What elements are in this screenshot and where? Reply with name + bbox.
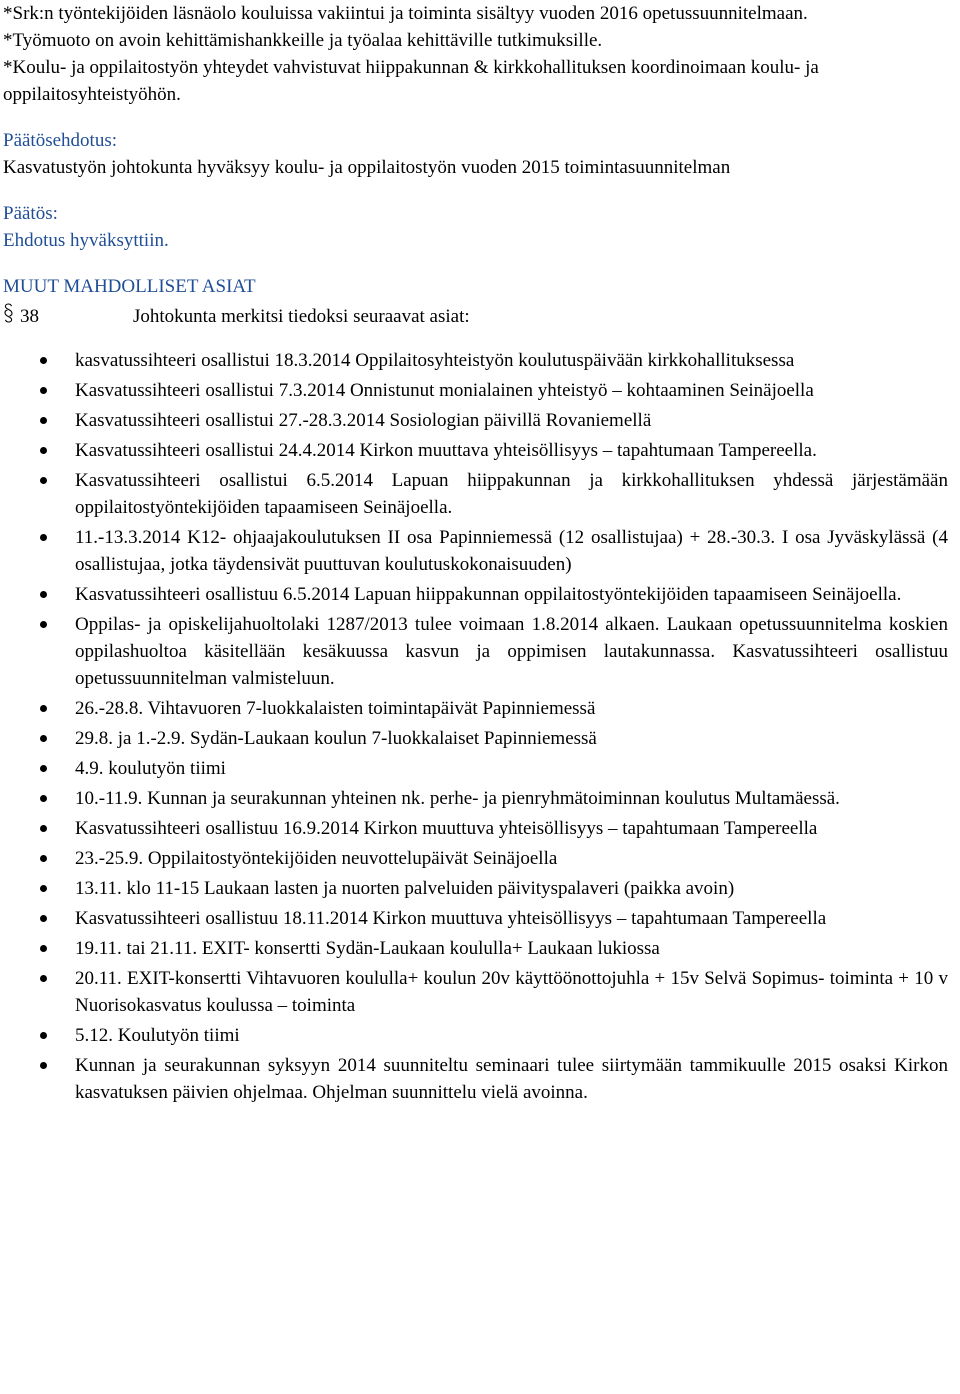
list-item-text: 19.11. tai 21.11. EXIT- konsertti Sydän-Laukaan koululla+ Laukaan lukiossa <box>75 938 660 959</box>
bullet-icon <box>40 855 47 862</box>
bullet-icon <box>40 357 47 364</box>
bullet-icon <box>40 387 47 394</box>
bullet-icon <box>40 915 47 922</box>
bullet-icon <box>40 735 47 742</box>
list-item <box>3 905 948 932</box>
bullet-icon <box>40 1062 47 1069</box>
list-item-text: 10.-11.9. Kunnan ja seurakunnan yhteinen nk. perhe- ja pienryhmätoiminnan koulutus Multamäessä. <box>75 788 840 809</box>
list-item <box>3 1022 948 1049</box>
list-item <box>3 437 948 464</box>
bullet-icon <box>40 795 47 802</box>
bullet-icon <box>40 705 47 712</box>
list-item <box>3 845 948 872</box>
bullet-icon <box>40 621 47 628</box>
list-item <box>3 524 948 578</box>
decision-text: Ehdotus hyväksyttiin. <box>3 230 169 251</box>
list-item-text: kasvatussihteeri osallistui 18.3.2014 Oppilaitosyhteistyön koulutuspäivään kirkkohallituksessa <box>75 350 795 371</box>
list-item <box>3 695 948 722</box>
list-item-text: Kasvatussihteeri osallistui 27.-28.3.2014 Sosiologian päivillä Rovaniemellä <box>75 410 652 431</box>
bullet-icon <box>40 417 47 424</box>
list-item <box>3 875 948 902</box>
spacer <box>3 181 948 200</box>
list-item-text: 23.-25.9. Oppilaitostyöntekijöiden neuvottelupäivät Seinäjoella <box>75 848 558 869</box>
section-title: MUUT MAHDOLLISET ASIAT <box>3 276 256 297</box>
proposal-text: Kasvatustyön johtokunta hyväksyy koulu- ja oppilaitostyön vuoden 2015 toimintasuunnitelman <box>3 157 731 178</box>
intro-line: *Srk:n työntekijöiden läsnäolo kouluissa vakiintui ja toiminta sisältyy vuoden 2016 opetussuunnitelmaan. <box>3 3 808 24</box>
bullet-icon <box>40 975 47 982</box>
list-item-text: 26.-28.8. Vihtavuoren 7-luokkalaisten toimintapäivät Papinniemessä <box>75 698 596 719</box>
list-item <box>3 965 948 1019</box>
bullet-list <box>3 347 948 1106</box>
list-item <box>3 347 948 374</box>
list-item-text: 29.8. ja 1.-2.9. Sydän-Laukaan koulun 7-luokkalaiset Papinniemessä <box>75 728 597 749</box>
decision-block <box>3 200 948 254</box>
list-item-text: Kunnan ja seurakunnan syksyyn 2014 suunniteltu seminaari tulee siirtymään tammikuulle 2015 osaksi Kirkon kasvatuksen päivien ohjelmaa. Ohjelman suunnittelu vielä avoinna. <box>75 1055 948 1103</box>
agenda-item-text: Johtokunta merkitsi tiedoksi seuraavat asiat: <box>133 306 470 327</box>
list-item <box>3 935 948 962</box>
bullet-icon <box>40 534 47 541</box>
section-sign-icon <box>3 300 16 322</box>
list-item <box>3 755 948 782</box>
list-item-text: 20.11. EXIT-konsertti Vihtavuoren koululla+ koulun 20v käyttöönottojuhla + 15v Selvä Sopimus- toiminta + 10 v Nuorisokasvatus koulussa – toiminta <box>75 968 948 1016</box>
list-item-text: 11.-13.3.2014 K12- ohjaajakoulutuksen II osa Papinniemessä (12 osallistujaa) + 28.-30.3. I osa Jyväskylässä (4 osallistujaa, jotka täydensivät puuttuvan koulutuskokonaisuuden) <box>75 527 948 575</box>
list-item-text: Kasvatussihteeri osallistui 7.3.2014 Onnistunut monialainen yhteistyö – kohtaaminen Seinäjoella <box>75 380 814 401</box>
list-item-text: Kasvatussihteeri osallistuu 6.5.2014 Lapuan hiippakunnan oppilaitostyöntekijöiden tapaamiseen Seinäjoella. <box>75 584 902 605</box>
list-item <box>3 407 948 434</box>
other-matters-block <box>3 273 948 330</box>
list-item <box>3 725 948 752</box>
list-item <box>3 467 948 521</box>
bullet-icon <box>40 945 47 952</box>
list-item <box>3 1052 948 1106</box>
document-page <box>3 0 948 1109</box>
list-item-text: 5.12. Koulutyön tiimi <box>75 1025 240 1046</box>
list-item-text: 13.11. klo 11-15 Laukaan lasten ja nuorten palveluiden päivityspalaveri (paikka avoin) <box>75 878 735 899</box>
spacer <box>3 254 948 273</box>
spacer <box>3 108 948 127</box>
list-item <box>3 785 948 812</box>
list-item-text: Kasvatussihteeri osallistui 6.5.2014 Lapuan hiippakunnan ja kirkkohallituksen yhdessä järjestämään oppilaitostyöntekijöiden tapaamiseen Seinäjoella. <box>75 470 948 518</box>
bullet-icon <box>40 447 47 454</box>
intro-line: *Työmuoto on avoin kehittämishankkeille ja työalaa kehittäville tutkimuksille. <box>3 30 603 51</box>
bullet-icon <box>40 885 47 892</box>
list-item <box>3 611 948 692</box>
decision-label: Päätös: <box>3 203 58 224</box>
list-item-text: Oppilas- ja opiskelijahuoltolaki 1287/2013 tulee voimaan 1.8.2014 alkaen. Laukaan opetussuunnitelma koskien oppilashuoltoa käsitellään kesäkuussa kasvun ja oppimisen lautakunnassa. Kasvatussihteeri osallistuu opetussuunnitelman valmisteluun. <box>75 614 948 689</box>
intro-line: *Koulu- ja oppilaitostyön yhteydet vahvistuvat hiippakunnan & kirkkohallituksen koordinoimaan koulu- ja oppilaitosyhteistyöhön. <box>3 57 819 105</box>
agenda-item-row <box>3 300 948 330</box>
list-item <box>3 377 948 404</box>
bullet-icon <box>40 477 47 484</box>
proposal-block <box>3 127 948 181</box>
agenda-item-number: 38 <box>20 306 39 327</box>
list-item <box>3 815 948 842</box>
list-item-text: Kasvatussihteeri osallistui 24.4.2014 Kirkon muuttava yhteisöllisyys – tapahtumaan Tampereella. <box>75 440 817 461</box>
proposal-label: Päätösehdotus: <box>3 130 117 151</box>
list-item <box>3 581 948 608</box>
list-item-text: Kasvatussihteeri osallistuu 18.11.2014 Kirkon muuttuva yhteisöllisyys – tapahtumaan Tampereella <box>75 908 827 929</box>
bullet-icon <box>40 591 47 598</box>
bullet-icon <box>40 825 47 832</box>
bullet-icon <box>40 765 47 772</box>
list-item-text: Kasvatussihteeri osallistuu 16.9.2014 Kirkon muuttuva yhteisöllisyys – tapahtumaan Tampereella <box>75 818 818 839</box>
intro-block <box>3 0 948 108</box>
list-item-text: 4.9. koulutyön tiimi <box>75 758 226 779</box>
bullet-icon <box>40 1032 47 1039</box>
